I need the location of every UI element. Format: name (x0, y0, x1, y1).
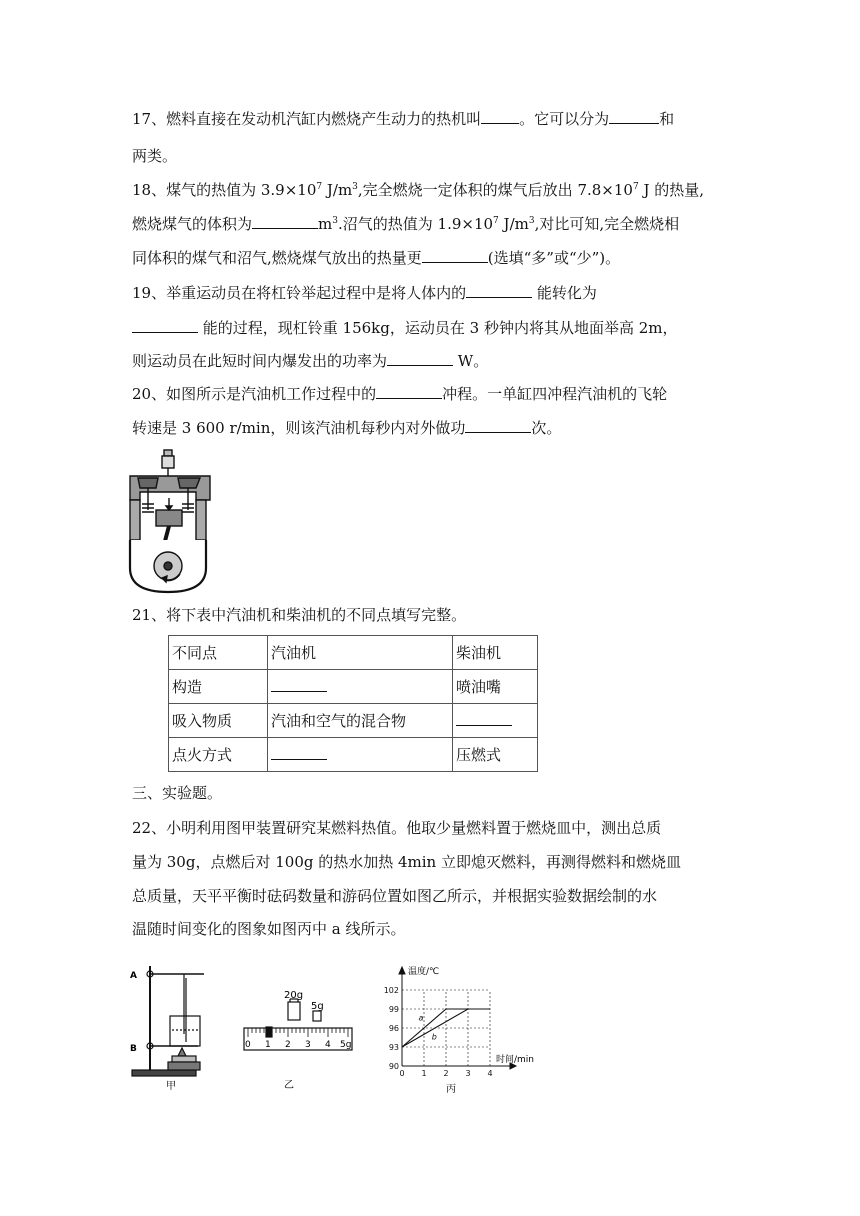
blank (132, 318, 198, 333)
y-tick-label: 93 (388, 1043, 399, 1052)
q20-line1: 20、如图所示是汽油机工作过程中的 冲程。一单缸四冲程汽油机的飞轮 (132, 385, 668, 403)
table-cell: 压燃式 (453, 738, 538, 772)
blank (466, 283, 532, 298)
y-tick-label: 99 (388, 1005, 399, 1014)
table-cell: 汽油和空气的混合物 (268, 704, 453, 738)
caption-bing: 丙 (446, 1084, 456, 1094)
blank (252, 214, 318, 229)
section-heading: 三、实验题。 (132, 784, 223, 802)
q20-line2: 转速是 3 600 r/min，则该汽油机每秒内对外做功 次。 (132, 419, 562, 437)
blank (422, 248, 488, 263)
table-row (169, 738, 538, 772)
scale-tick-label: 5g (340, 1040, 352, 1050)
x-tick-label: 0 (399, 1069, 405, 1078)
x-tick-label: 1 (421, 1069, 427, 1078)
table-header-cell: 不同点 (169, 636, 268, 670)
caption-yi: 乙 (284, 1080, 294, 1091)
q18-line3: 同体积的煤气和沼气,燃烧煤气放出的热量更 (选填“多”或“少”)。 (132, 249, 621, 267)
table-header-cell: 汽油机 (268, 636, 453, 670)
q22-line2: 量为 30g，点燃后对 100g 的热水加热 4min 立即熄灭燃料，再测得燃料和燃烧皿 (132, 853, 681, 871)
x-tick-label: 4 (487, 1069, 493, 1078)
blank (376, 384, 442, 399)
comparison-table (168, 635, 538, 772)
table-cell: 吸入物质 (169, 704, 268, 738)
series-label-a: a (418, 1013, 424, 1023)
scale-tick-label: 0 (245, 1040, 251, 1050)
table-row (169, 704, 538, 738)
q18-line1: 18、煤气的热值为 $3.9\times 10^7$ $J/m^3$,完全燃烧一定体积的煤气后放出 $7.8\times 10^7$ J 的热量, (132, 181, 705, 199)
blank (609, 109, 659, 124)
y-tick-label: 102 (383, 986, 399, 995)
scale-tick-label: 2 (285, 1040, 291, 1050)
q17-line1: 17、燃料直接在发动机汽缸内燃烧产生动力的热机叫 。它可以分为 和 (132, 110, 675, 128)
table-cell: 点火方式 (169, 738, 268, 772)
y-axis-arrow (399, 967, 405, 974)
temperature-chart (378, 962, 544, 1094)
table-header-cell: 柴油机 (453, 636, 538, 670)
y-tick-label: 90 (388, 1062, 399, 1071)
q22-line4: 温随时间变化的图象如图丙中 a 线所示。 (132, 920, 406, 938)
balance-figure-yi (240, 990, 358, 1092)
engine-figure (126, 448, 214, 596)
q18-line2: 燃烧煤气的体积为 $m^3$.沼气的热值为 $1.9\times 10^7$ $J/m^3$,对比可知,完全燃烧相 (132, 215, 680, 233)
caption-jia: 甲 (166, 1081, 176, 1092)
q22-line3: 总质量，天平平衡时砝码数量和游码位置如图乙所示，并根据实验数据绘制的水 (132, 887, 658, 905)
table-cell: 喷油嘴 (453, 670, 538, 704)
blank (271, 677, 327, 692)
q19-line3: 则运动员在此短时间内爆发出的功率为 W。 (132, 352, 489, 370)
y-tick-label: 96 (388, 1024, 399, 1033)
q22-line1: 22、小明利用图甲装置研究某燃料热值。他取少量燃料置于燃烧皿中，测出总质 (132, 819, 662, 837)
blank (456, 711, 512, 726)
q19-line2: 能的过程，现杠铃重 156kg，运动员在 3 秒钟内将其从地面举高 2m， (132, 318, 677, 338)
x-axis-label: 时间/min (496, 1055, 535, 1065)
table-cell-blank[interactable] (268, 738, 453, 772)
apparatus-figure-jia (128, 962, 212, 1092)
weight-label: 20g (284, 990, 304, 1001)
blank (481, 109, 519, 124)
series-label-b: b (431, 1032, 437, 1042)
table-cell-blank[interactable] (453, 704, 538, 738)
table-header-row (169, 636, 538, 670)
q17-line2: 两类。 (132, 147, 178, 165)
x-tick-label: 2 (443, 1069, 449, 1078)
blank (387, 351, 453, 366)
label-a: A (130, 971, 137, 981)
scale-tick-label: 3 (305, 1040, 311, 1050)
scale-tick-label: 1 (265, 1040, 271, 1050)
y-axis-label: 温度/℃ (408, 967, 440, 977)
table-cell: 构造 (169, 670, 268, 704)
blank (465, 418, 531, 433)
blank (271, 745, 327, 760)
label-b: B (130, 1044, 137, 1054)
x-tick-label: 3 (465, 1069, 471, 1078)
scale-tick-label: 4 (325, 1040, 331, 1050)
table-cell-blank[interactable] (268, 670, 453, 704)
table-row (169, 670, 538, 704)
weight-label: 5g (311, 1001, 324, 1012)
q21-text: 21、将下表中汽油机和柴油机的不同点填写完整。 (132, 606, 467, 624)
q19-line1: 19、举重运动员在将杠铃举起过程中是将人体内的 能转化为 (132, 284, 597, 302)
